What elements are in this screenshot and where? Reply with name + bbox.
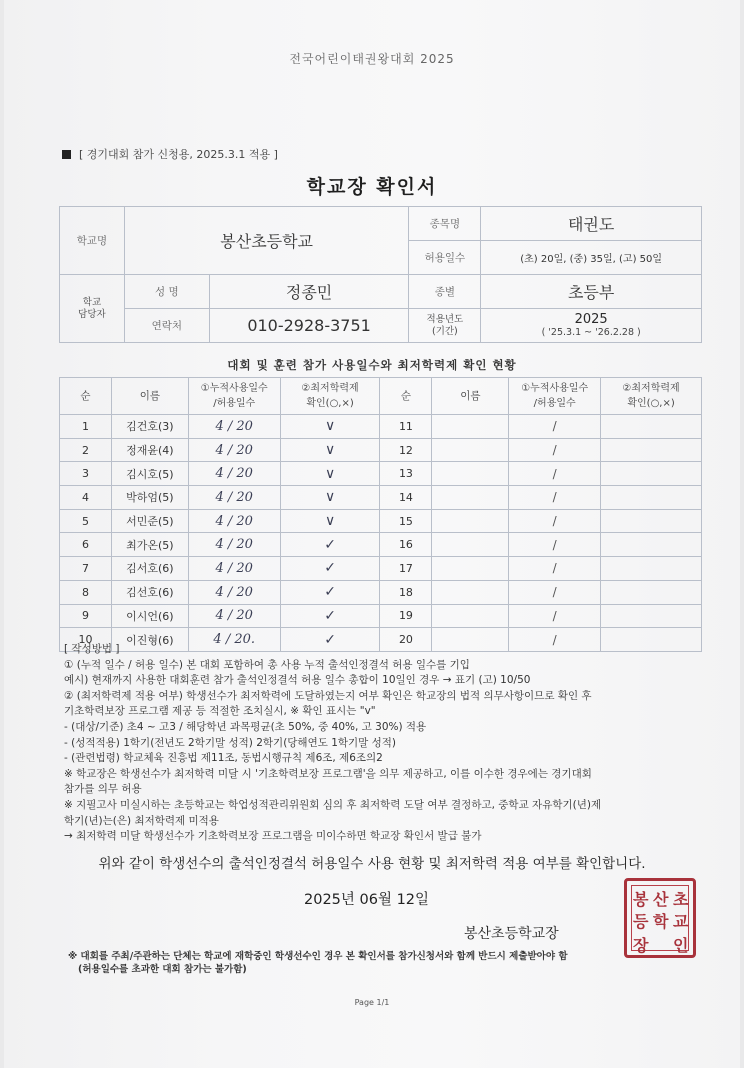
sport-value: 태권도 xyxy=(481,207,702,241)
document-page xyxy=(4,0,740,1068)
table-row xyxy=(60,557,702,581)
check-mark xyxy=(601,415,702,439)
contact-value: 010-2928-3751 xyxy=(209,309,409,343)
instruction-line: - (관련법령) 학교체육 진흥법 제11조, 동법시행규칙 제6조, 제6조의2 xyxy=(64,752,383,765)
used-days: / xyxy=(509,604,601,628)
check-mark xyxy=(601,557,702,581)
table-row xyxy=(60,509,702,533)
footnote-line: (허용일수를 초과한 대회 참가는 불가함) xyxy=(78,964,247,975)
principal-name: 봉산초등학교장 xyxy=(464,926,559,942)
used-days: / xyxy=(509,438,601,462)
issue-date: 2025년 06월 12일 xyxy=(304,892,430,908)
instruction-line: ① (누적 일수 / 허용 일수) 본 대회 포함하여 총 사용 누적 출석인정결석 허용 일수를 기입 xyxy=(64,658,470,671)
used-days: 4 / 20. xyxy=(188,628,280,652)
event-header: 전국어린이태권왕대회 2025 xyxy=(289,52,455,66)
row-no: 18 xyxy=(380,580,432,604)
footnote xyxy=(68,950,708,976)
seal-glyph: 학 xyxy=(653,912,669,931)
days-value: (초) 20일, (중) 35일, (고) 50일 xyxy=(481,241,702,275)
check-mark: ✓ xyxy=(280,628,380,652)
row-no: 5 xyxy=(60,509,112,533)
info-table xyxy=(59,206,702,343)
check-mark: ✓ xyxy=(280,557,380,581)
contact-label: 연락처 xyxy=(124,309,209,343)
student-name: 최가온(5) xyxy=(111,533,188,557)
seal-glyph: 봉 xyxy=(633,890,649,909)
official-seal-icon xyxy=(624,878,696,958)
used-days: 4 / 20 xyxy=(188,604,280,628)
student-name xyxy=(432,462,509,486)
seal-glyph: 산 xyxy=(653,890,669,909)
page-number: Page 1/1 xyxy=(354,998,390,1007)
document-title: 학교장 확인서 xyxy=(306,176,438,198)
row-no: 3 xyxy=(60,462,112,486)
year-label: 적용년도 (기간) xyxy=(409,309,481,343)
row-no: 7 xyxy=(60,557,112,581)
used-days: 4 / 20 xyxy=(188,415,280,439)
manager-label: 학교 담당자 xyxy=(60,275,125,343)
confirmation-statement: 위와 같이 학생선수의 출석인정결석 허용일수 사용 현황 및 최저학력 적용 여부를 확인합니다. xyxy=(98,856,646,872)
student-name: 서민준(5) xyxy=(111,509,188,533)
col-check: ②최저학력제 확인(○,×) xyxy=(601,378,702,415)
usage-table xyxy=(59,377,702,652)
row-no: 8 xyxy=(60,580,112,604)
name-label: 성 명 xyxy=(124,275,209,309)
seal-glyph: 등 xyxy=(633,912,649,931)
used-days: / xyxy=(509,628,601,652)
row-no: 4 xyxy=(60,486,112,510)
used-days: / xyxy=(509,462,601,486)
table-row xyxy=(60,486,702,510)
student-name: 김건호(3) xyxy=(111,415,188,439)
student-name xyxy=(432,533,509,557)
check-mark: ✓ xyxy=(280,580,380,604)
row-no: 12 xyxy=(380,438,432,462)
check-mark xyxy=(601,486,702,510)
school-label: 학교명 xyxy=(60,207,125,275)
sport-label: 종목명 xyxy=(409,207,481,241)
col-name: 이름 xyxy=(111,378,188,415)
used-days: / xyxy=(509,580,601,604)
instruction-line: - (성적적용) 1학기(전년도 2학기말 성적) 2학기(당해연도 1학기말 성적) xyxy=(64,736,397,749)
instruction-line: → 최저학력 미달 학생선수가 기초학력보장 프로그램을 미이수하면 학교장 확인서 발급 불가 xyxy=(64,830,482,843)
instruction-line: 학기(년)는(은) 최저학력제 미적용 xyxy=(64,814,219,827)
check-mark: ∨ xyxy=(280,486,380,510)
form-note-text: [ 경기대회 참가 신청용, 2025.3.1 적용 ] xyxy=(79,148,278,161)
student-name: 정재윤(4) xyxy=(111,438,188,462)
days-label: 허용일수 xyxy=(409,241,481,275)
seal-glyph: 교 xyxy=(673,912,689,931)
student-name xyxy=(432,557,509,581)
check-mark: ∨ xyxy=(280,462,380,486)
row-no: 1 xyxy=(60,415,112,439)
student-name: 박하엄(5) xyxy=(111,486,188,510)
seal-glyph: 초 xyxy=(673,890,689,909)
student-name xyxy=(432,509,509,533)
used-days: / xyxy=(509,415,601,439)
row-no: 16 xyxy=(380,533,432,557)
table-row xyxy=(60,415,702,439)
student-name xyxy=(432,580,509,604)
check-mark xyxy=(601,509,702,533)
instruction-line: ※ 학교장은 학생선수가 최저학력 미달 시 '기초학력보장 프로그램'을 의무 제공하고, 이를 이수한 경우에는 경기대회 xyxy=(64,767,592,780)
used-days: 4 / 20 xyxy=(188,509,280,533)
seal-glyph: 인 xyxy=(673,936,689,955)
used-days: 4 / 20 xyxy=(188,462,280,486)
col-no: 순 xyxy=(60,378,112,415)
square-bullet-icon xyxy=(62,150,71,159)
instruction-line: ※ 지필고사 미실시하는 초등학교는 학업성적관리위원회 심의 후 최저학력 도달 여부 결정하고, 중학교 자유학기(년)제 xyxy=(64,798,602,811)
section-title: 대회 및 훈련 참가 사용일수와 최저학력제 확인 현황 xyxy=(227,358,517,372)
check-mark: ✓ xyxy=(280,604,380,628)
student-name xyxy=(432,415,509,439)
col-days: ①누적사용일수 /허용일수 xyxy=(188,378,280,415)
col-days: ①누적사용일수 /허용일수 xyxy=(509,378,601,415)
used-days: 4 / 20 xyxy=(188,557,280,581)
student-name: 김시호(5) xyxy=(111,462,188,486)
used-days: / xyxy=(509,509,601,533)
table-row xyxy=(60,580,702,604)
check-mark xyxy=(601,462,702,486)
division-label: 종별 xyxy=(409,275,481,309)
check-mark xyxy=(601,438,702,462)
row-no: 10 xyxy=(60,628,112,652)
used-days: / xyxy=(509,557,601,581)
col-no: 순 xyxy=(380,378,432,415)
student-name: 김선호(6) xyxy=(111,580,188,604)
used-days: 4 / 20 xyxy=(188,533,280,557)
col-check: ②최저학력제 확인(○,×) xyxy=(280,378,380,415)
row-no: 2 xyxy=(60,438,112,462)
instruction-line: 예시) 현재까지 사용한 대회훈련 참가 출석인정결석 허용 일수 총합이 10일인 경우 → 표기 (고) 10/50 xyxy=(64,674,531,687)
used-days: 4 / 20 xyxy=(188,580,280,604)
check-mark: ✓ xyxy=(280,533,380,557)
instruction-line: 기초학력보장 프로그램 제공 등 적절한 조치실시, ※ 확인 표시는 "v" xyxy=(64,705,376,718)
division-value: 초등부 xyxy=(481,275,702,309)
used-days: 4 / 20 xyxy=(188,486,280,510)
check-mark: ∨ xyxy=(280,415,380,439)
form-note xyxy=(62,146,278,162)
check-mark xyxy=(601,580,702,604)
manager-name: 정종민 xyxy=(209,275,409,309)
row-no: 14 xyxy=(380,486,432,510)
check-mark xyxy=(601,533,702,557)
table-row xyxy=(60,604,702,628)
table-header-row xyxy=(60,378,702,415)
instruction-line: 참가를 의무 허용 xyxy=(64,783,142,796)
table-row xyxy=(60,462,702,486)
school-name: 봉산초등학교 xyxy=(124,207,409,275)
student-name: 이진형(6) xyxy=(111,628,188,652)
table-row xyxy=(60,438,702,462)
used-days: / xyxy=(509,486,601,510)
row-no: 13 xyxy=(380,462,432,486)
row-no: 11 xyxy=(380,415,432,439)
used-days: / xyxy=(509,533,601,557)
student-name: 김서호(6) xyxy=(111,557,188,581)
table-row xyxy=(60,533,702,557)
used-days: 4 / 20 xyxy=(188,438,280,462)
instruction-line: - (대상/기준) 초4 ~ 고3 / 해당학년 과목평균(초 50%, 중 40%, 고 30%) 적용 xyxy=(64,720,427,733)
row-no: 19 xyxy=(380,604,432,628)
writing-instructions xyxy=(64,642,704,845)
student-name xyxy=(432,438,509,462)
check-mark xyxy=(601,604,702,628)
year-value: 2025 ( '25.3.1 ~ '26.2.28 ) xyxy=(481,309,702,343)
row-no: 20 xyxy=(380,628,432,652)
instruction-line: [ 작성방법 ] xyxy=(64,643,120,655)
row-no: 9 xyxy=(60,604,112,628)
seal-glyph: 장 xyxy=(633,936,649,955)
footnote-line: ※ 대회를 주최/주관하는 단체는 학교에 재학중인 학생선수인 경우 본 확인서를 참가신청서와 함께 반드시 제출받아야 함 xyxy=(68,951,568,962)
instruction-line: ② (최저학력제 적용 여부) 학생선수가 최저학력에 도달하였는지 여부 확인은 학교장의 법적 의무사항이므로 확인 후 xyxy=(64,689,592,702)
check-mark: ∨ xyxy=(280,438,380,462)
check-mark: ∨ xyxy=(280,509,380,533)
student-name xyxy=(432,604,509,628)
row-no: 15 xyxy=(380,509,432,533)
col-name: 이름 xyxy=(432,378,509,415)
student-name xyxy=(432,486,509,510)
student-name: 이시언(6) xyxy=(111,604,188,628)
row-no: 17 xyxy=(380,557,432,581)
row-no: 6 xyxy=(60,533,112,557)
